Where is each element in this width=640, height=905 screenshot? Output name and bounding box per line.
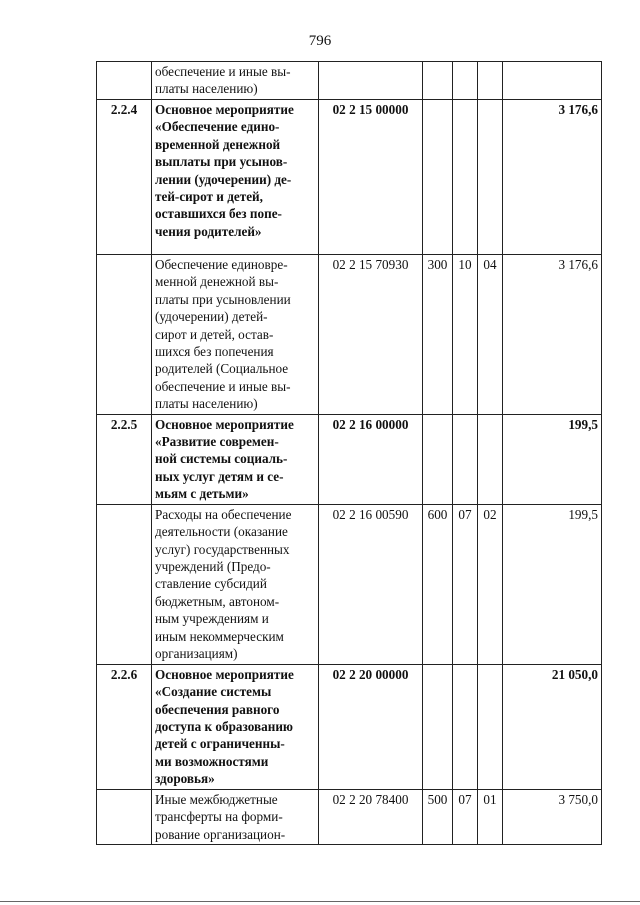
- description-cell: Иные межбюджетные трансферты на форми- рование организацион-: [152, 789, 319, 844]
- row-number-cell: [97, 62, 152, 100]
- subsection-cell: [478, 414, 503, 504]
- expense-type-cell: [423, 664, 453, 789]
- description-cell: Обеспечение единовре- менной денежной вы- платы при усыновлении (удочерении) детей- сирот и детей, остав- шихся без попечения родителей (Социальное обеспечение и иные вы- платы населению): [152, 255, 319, 415]
- row-number-cell: 2.2.4: [97, 100, 152, 255]
- section-cell: [453, 100, 478, 255]
- table-row: [97, 255, 602, 415]
- amount-cell: 3 176,6: [503, 100, 602, 255]
- expense-type-cell: [423, 62, 453, 100]
- subsection-cell: 01: [478, 789, 503, 844]
- target-code-cell: 02 2 20 78400: [319, 789, 423, 844]
- expense-type-cell: 600: [423, 504, 453, 664]
- amount-cell: 199,5: [503, 504, 602, 664]
- target-code-cell: 02 2 16 00590: [319, 504, 423, 664]
- table-row: [97, 504, 602, 664]
- table-row: [97, 414, 602, 504]
- subsection-cell: 04: [478, 255, 503, 415]
- target-code-cell: 02 2 15 70930: [319, 255, 423, 415]
- expense-type-cell: [423, 100, 453, 255]
- amount-cell: [503, 62, 602, 100]
- description-cell: Основное мероприятие «Развитие современ- ной системы социаль- ных услуг детям и се- мьям с детьми»: [152, 414, 319, 504]
- target-code-cell: [319, 62, 423, 100]
- description-cell: обеспечение и иные вы- платы населению): [152, 62, 319, 100]
- row-number-cell: [97, 504, 152, 664]
- section-cell: [453, 62, 478, 100]
- amount-cell: 3 750,0: [503, 789, 602, 844]
- section-cell: [453, 414, 478, 504]
- table-row: [97, 789, 602, 844]
- amount-cell: 199,5: [503, 414, 602, 504]
- subsection-cell: [478, 100, 503, 255]
- page-number: 796: [308, 33, 332, 49]
- subsection-cell: [478, 62, 503, 100]
- row-number-cell: 2.2.6: [97, 664, 152, 789]
- row-number-cell: 2.2.5: [97, 414, 152, 504]
- section-cell: 07: [453, 789, 478, 844]
- description-cell: Расходы на обеспечение деятельности (оказание услуг) государственных учреждений (Предо- ставление субсидий бюджетным, автоном- ным учреждениям и иным некоммерческим организациям): [152, 504, 319, 664]
- subsection-cell: [478, 664, 503, 789]
- table-row: [97, 100, 602, 255]
- row-number-cell: [97, 789, 152, 844]
- section-cell: 10: [453, 255, 478, 415]
- page-bottom-rule: [0, 901, 640, 902]
- row-number-cell: [97, 255, 152, 415]
- expense-type-cell: [423, 414, 453, 504]
- amount-cell: 21 050,0: [503, 664, 602, 789]
- expense-type-cell: 500: [423, 789, 453, 844]
- section-cell: 07: [453, 504, 478, 664]
- target-code-cell: 02 2 15 00000: [319, 100, 423, 255]
- amount-cell: 3 176,6: [503, 255, 602, 415]
- description-cell: Основное мероприятие «Обеспечение едино- временной денежной выплаты при усынов- лении (удочерении) де- тей-сирот и детей, оставшихся без попе- чения родителей»: [152, 100, 319, 255]
- table-row: [97, 664, 602, 789]
- subsection-cell: 02: [478, 504, 503, 664]
- table-row: [97, 62, 602, 100]
- budget-table: [96, 61, 602, 845]
- description-cell: Основное мероприятие «Создание системы обеспечения равного доступа к образованию детей с ограниченны- ми возможностями здоровья»: [152, 664, 319, 789]
- expense-type-cell: 300: [423, 255, 453, 415]
- section-cell: [453, 664, 478, 789]
- target-code-cell: 02 2 16 00000: [319, 414, 423, 504]
- target-code-cell: 02 2 20 00000: [319, 664, 423, 789]
